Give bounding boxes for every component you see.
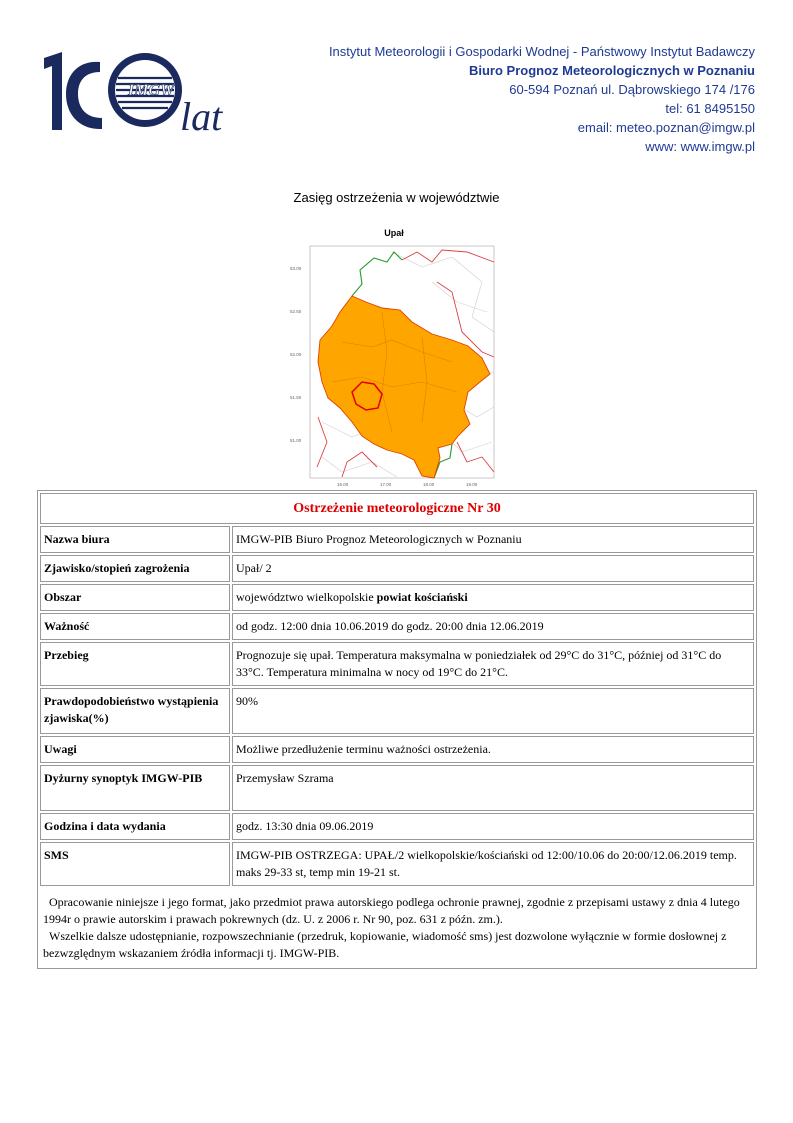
phone: tel: 61 8495150 [665,101,755,116]
row-value-validity: od godz. 12:00 dnia 10.06.2019 do godz. 20:00 dnia 12.06.2019 [232,613,754,640]
institute-name: Instytut Meteorologii i Gospodarki Wodnej - Państwowy Instytut Badawczy [328,44,755,59]
y-tick-3: 51.50 [290,395,302,400]
row-label-office: Nazwa biura [40,526,230,553]
row-value-area [232,584,754,611]
area-voivodeship: województwo wielkopolskie [236,590,377,604]
row-label-phenomenon: Zjawisko/stopień zagrożenia [40,555,230,582]
copyright-note-2: Wszelkie dalsze udostępnianie, rozpowszechnianie (przedruk, kopiowanie, wiadomość sms) jest dozwolone wyłącznie w formie dosłownej z bezwzględnym wskazaniem źródła informacji tj. IMGW-PIB. [43,929,727,960]
row-value-sms: IMGW-PIB OSTRZEGA: UPAŁ/2 wielkopolskie/kościański od 12:00/10.06 do 20:00/12.06.2019 temp. maks 29-33 st, temp min 19-21 st. [232,842,754,886]
y-tick-0: 53.00 [290,266,302,271]
x-tick-2: 18.00 [423,482,435,487]
warning-title: Ostrzeżenie meteorologiczne Nr 30 [40,493,754,524]
row-value-course: Prognozuje się upał. Temperatura maksymalna w poniedziałek od 29°C do 31°C, później od 31°C do 33°C. Temperatura minimalna w nocy od 19°C do 21°C. [232,642,754,686]
imgw-100-lat-logo [40,50,245,135]
y-tick-1: 52.50 [290,309,302,314]
copyright-note-1: Opracowanie niniejsze i jego format, jako przedmiot prawa autorskiego podlega ochronie prawnej, zgodnie z przepisami ustawy z dnia 4 lutego 1994r o prawie autorskim i prawach pokrewnych (dz. U. z 2006 r. Nr 90, poz. 631 z późn. zm.). [43,895,740,926]
map-caption: Zasięg ostrzeżenia w województwie [293,190,500,205]
y-tick-4: 51.00 [290,438,302,443]
row-value-probability: 90% [232,688,754,734]
row-label-area: Obszar [40,584,230,611]
x-tick-1: 17.00 [380,482,392,487]
institution-header [329,42,755,156]
row-value-synoptician: Przemysław Szrama [232,765,754,811]
svg-text:lat: lat [180,94,223,135]
row-label-sms: SMS [40,842,230,886]
row-label-notes: Uwagi [40,736,230,763]
row-value-notes: Możliwe przedłużenie terminu ważności ostrzeżenia. [232,736,754,763]
row-label-probability: Prawdopodobieństwo wystąpienia zjawiska(%) [40,688,230,734]
area-powiat: powiat kościański [376,590,468,604]
row-label-course: Przebieg [40,642,230,686]
x-tick-3: 19.00 [466,482,478,487]
row-label-validity: Ważność [40,613,230,640]
row-label-issued: Godzina i data wydania [40,813,230,840]
warning-table [37,490,757,969]
warning-map [282,222,502,490]
svg-text:IMGW: IMGW [128,82,175,99]
row-label-synoptician: Dyżurny synoptyk IMGW-PIB [40,765,230,811]
website: www: www.imgw.pl [645,139,755,154]
row-value-office: IMGW-PIB Biuro Prognoz Meteorologicznych w Poznaniu [232,526,754,553]
map-title: Upał [384,228,404,238]
email: email: meteo.poznan@imgw.pl [577,120,755,135]
row-value-phenomenon: Upał/ 2 [232,555,754,582]
office-name: Biuro Prognoz Meteorologicznych w Poznaniu [468,63,755,78]
x-tick-0: 16.00 [337,482,349,487]
row-value-issued: godz. 13:30 dnia 09.06.2019 [232,813,754,840]
address: 60-594 Poznań ul. Dąbrowskiego 174 /176 [509,82,755,97]
y-tick-2: 52.00 [290,352,302,357]
copyright-note [40,888,754,966]
